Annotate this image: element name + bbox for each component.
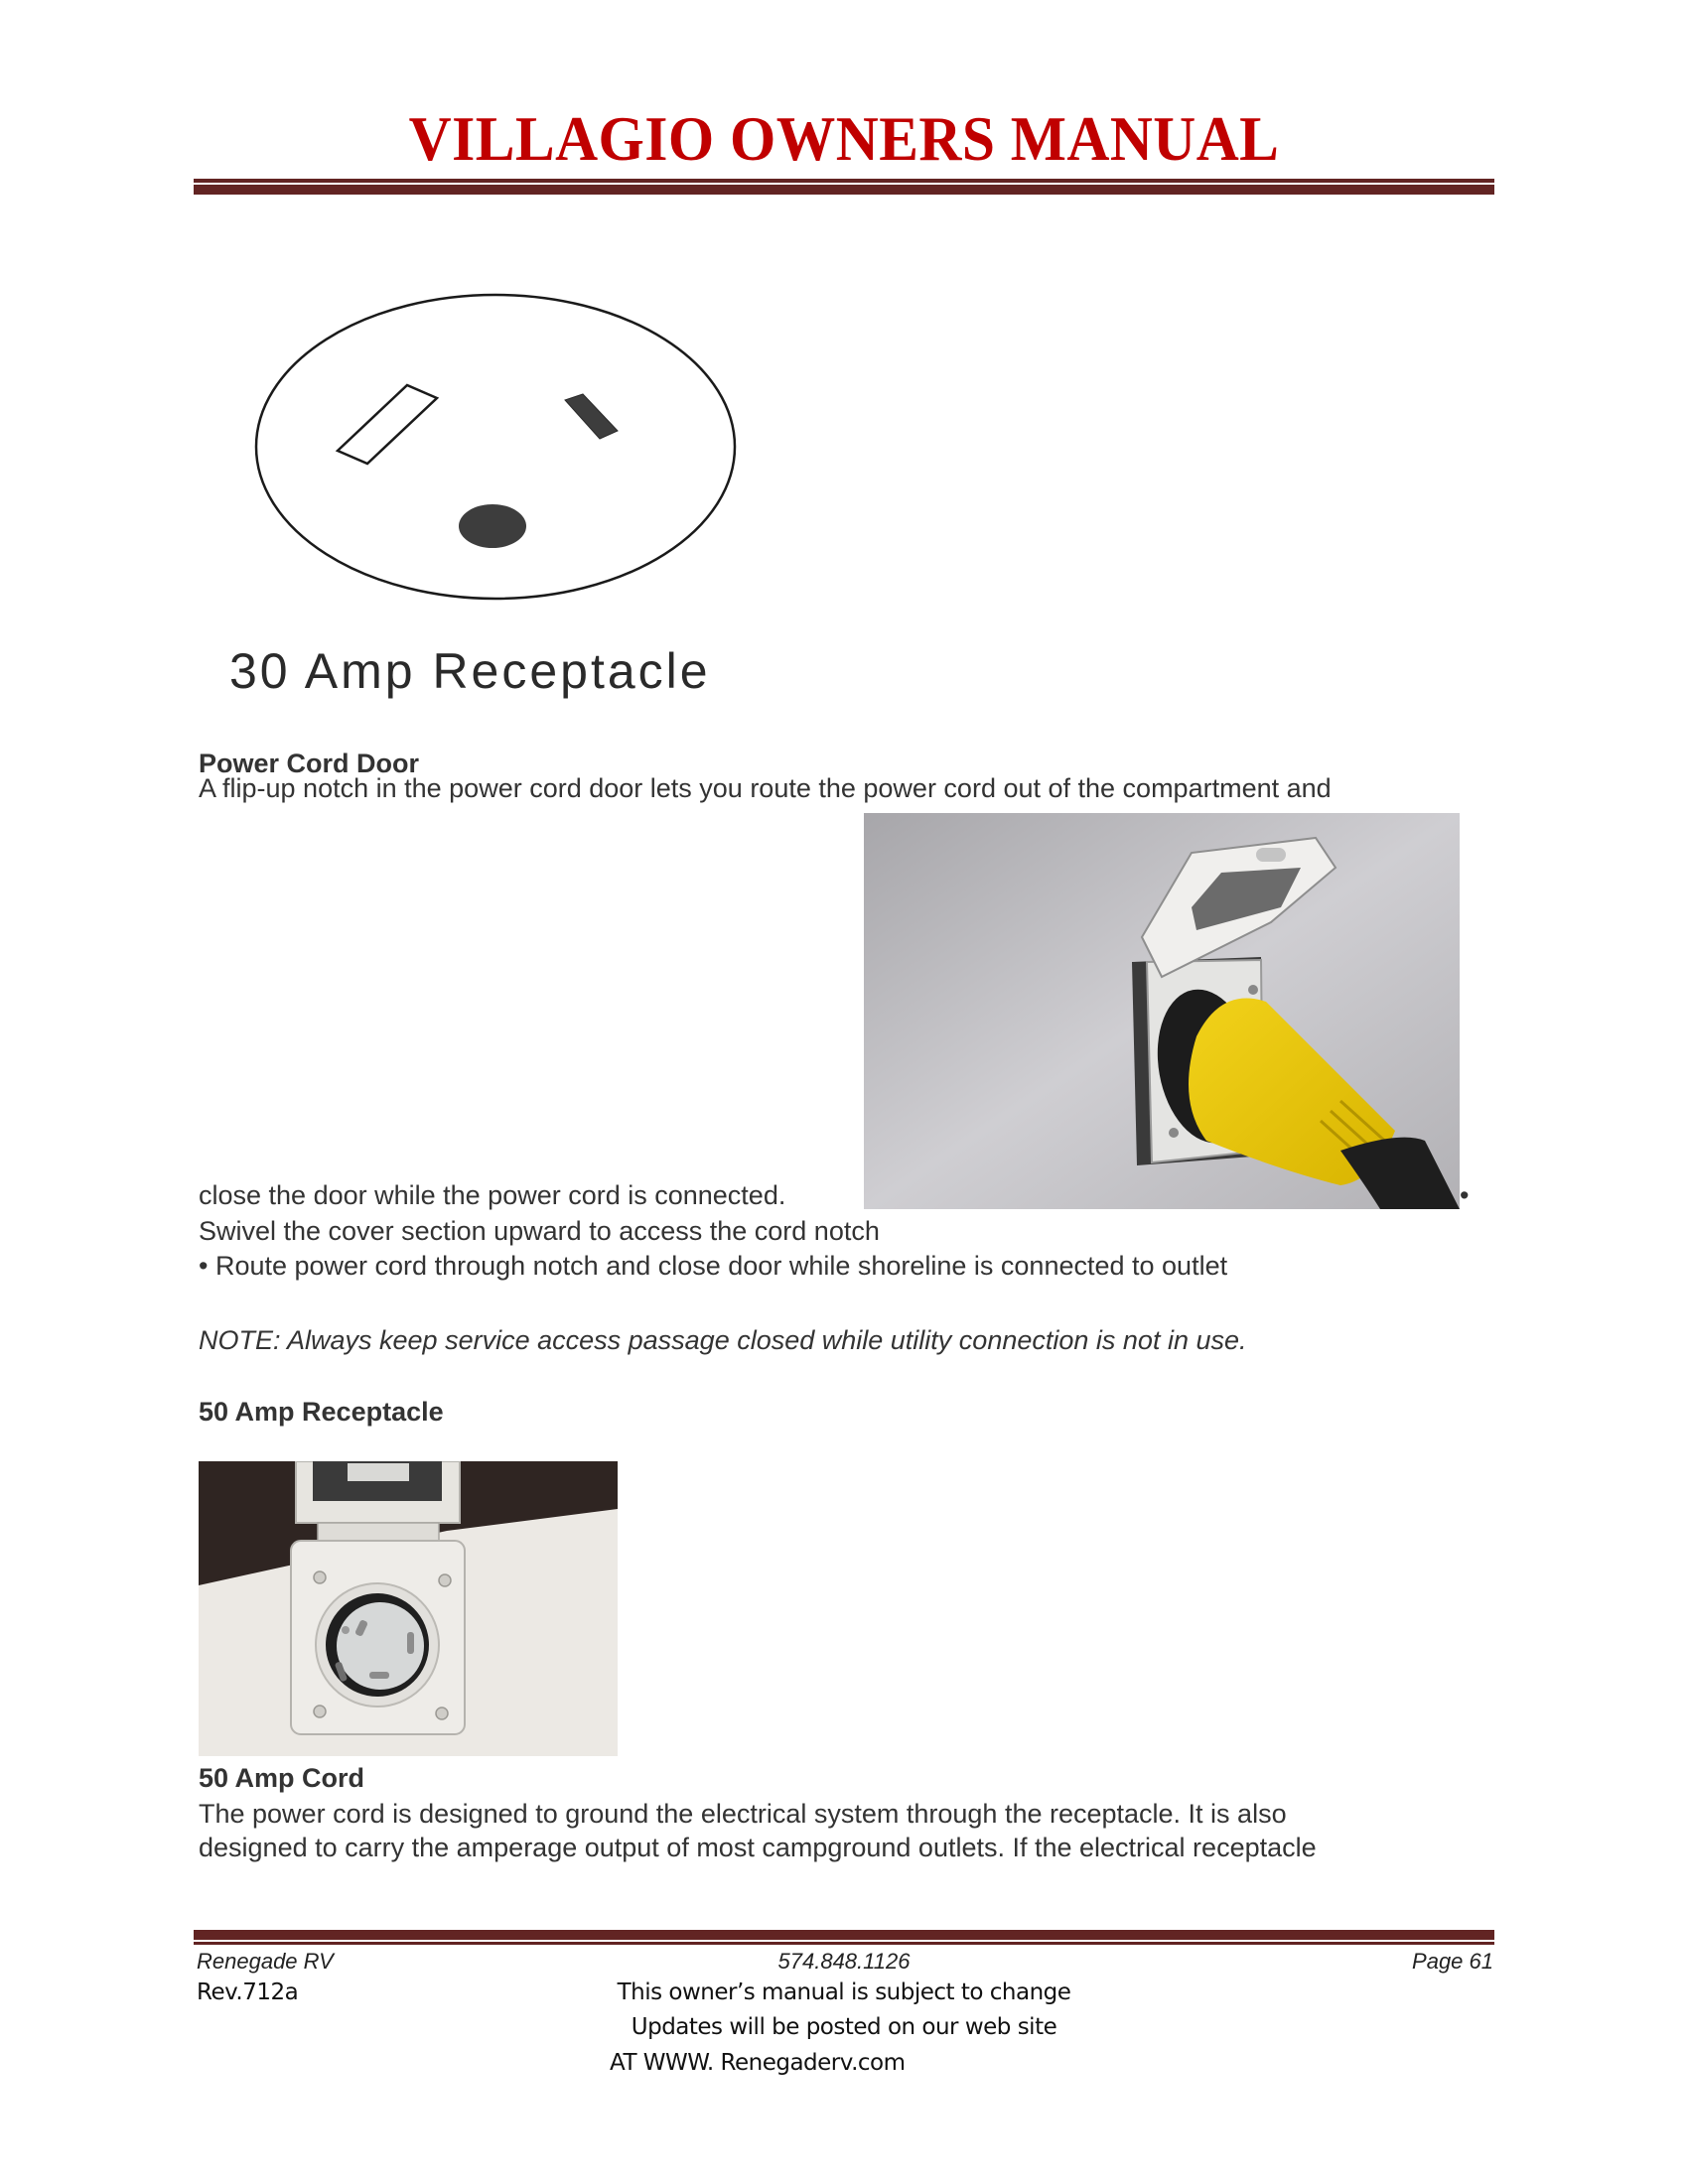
note-text: NOTE: Always keep service access passage closed while utility connection is not in use.: [199, 1325, 1247, 1355]
document-title: VILLAGIO OWNERS MANUAL: [408, 103, 1280, 174]
ground-hole: [459, 504, 526, 548]
footer-phone: 574.848.1126: [777, 1949, 911, 1974]
footer-notice-line: Updates will be posted on our web site: [631, 2014, 1057, 2040]
header-rule-thin: [194, 179, 1494, 183]
footer-website-line: AT WWW. Renegaderv.com: [610, 2050, 906, 2076]
footer-notice-line: This owner’s manual is subject to change: [617, 1979, 1071, 2005]
bullet-marker: •: [1460, 1180, 1470, 1210]
section-heading-power-cord-door: Power Cord Door: [199, 749, 420, 778]
paragraph-line: designed to carry the amperage output of most campground outlets. If the electrical receptacle: [199, 1833, 1317, 1862]
footer-rule-thin: [194, 1942, 1494, 1945]
section-heading-50amp-cord: 50 Amp Cord: [199, 1763, 365, 1793]
instruction-line: Swivel the cover section upward to access the cord notch: [199, 1216, 880, 1246]
footer-rule-thick: [194, 1930, 1494, 1940]
footer-company: Renegade RV: [197, 1949, 334, 1974]
receptacle-50amp-photo: [199, 1461, 618, 1756]
section-heading-50amp-receptacle: 50 Amp Receptacle: [199, 1397, 444, 1427]
power-cord-inlet-photo: [864, 813, 1460, 1209]
instruction-bullet: • Route power cord through notch and close door while shoreline is connected to outlet: [199, 1251, 1228, 1281]
receptacle-outline: [256, 295, 735, 599]
paragraph-line: The power cord is designed to ground the electrical system through the receptacle. It is also: [199, 1799, 1287, 1829]
paragraph-line: close the door while the power cord is connected.: [199, 1180, 786, 1210]
footer-page-number: Page 61: [1412, 1949, 1493, 1974]
footer-revision: Rev.712a: [197, 1979, 299, 2005]
receptacle-30amp-diagram-icon: [248, 286, 745, 609]
paragraph-line: A flip-up notch in the power cord door lets you route the power cord out of the compartment and: [199, 773, 1332, 803]
figure-caption-30amp: 30 Amp Receptacle: [229, 643, 711, 699]
header-rule-thick: [194, 185, 1494, 195]
